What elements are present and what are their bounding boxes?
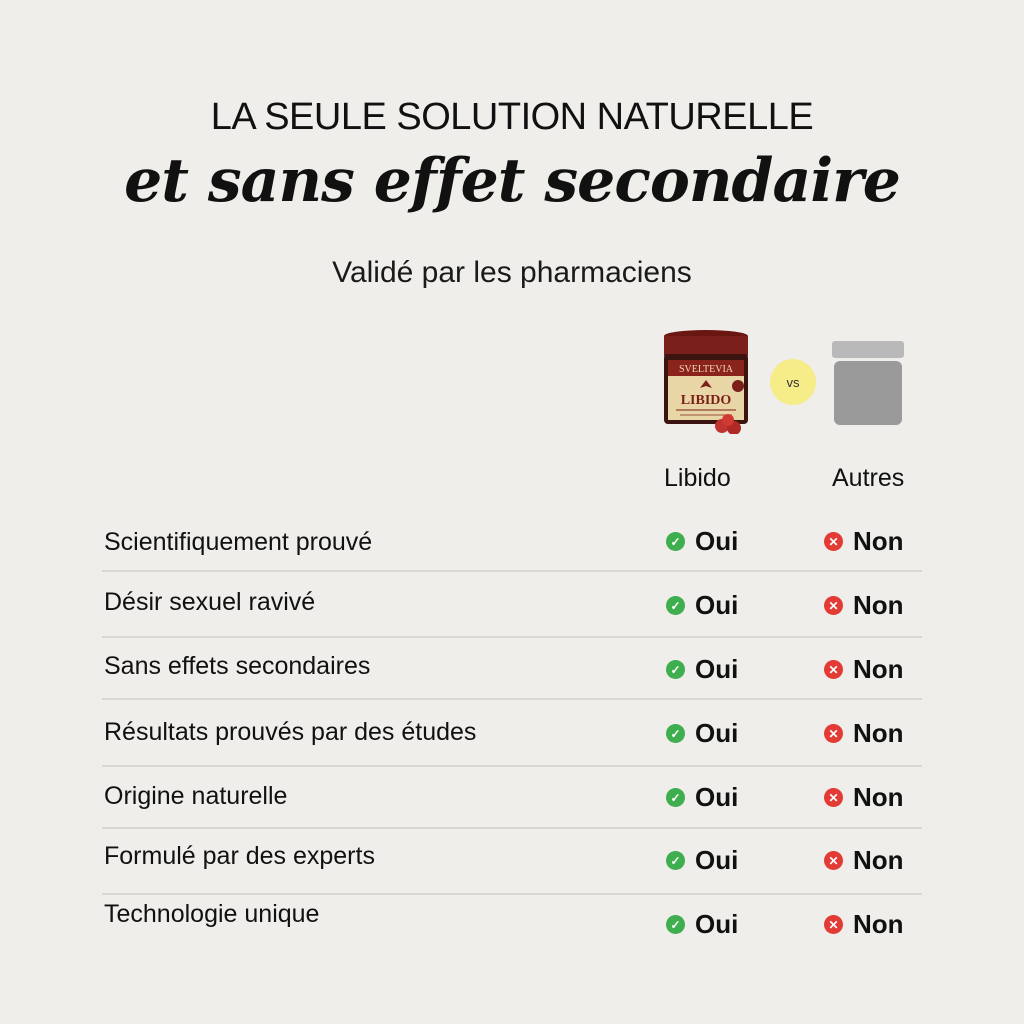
row-divider xyxy=(102,827,922,829)
row-label: Scientifiquement prouvé xyxy=(104,528,373,556)
row-divider xyxy=(102,698,922,700)
row-divider xyxy=(102,765,922,767)
no-cell xyxy=(824,909,904,940)
row-label: Technologie unique xyxy=(104,900,320,928)
row-label: Résultats prouvés par des études xyxy=(104,718,477,746)
headline: LA SEULE SOLUTION NATURELLE xyxy=(210,96,814,138)
generic-jar-image xyxy=(832,341,904,425)
no-label: Non xyxy=(853,526,904,556)
no-cell xyxy=(824,526,904,557)
vs-badge: vs xyxy=(770,359,816,405)
yes-cell xyxy=(666,526,738,557)
row-label: Formulé par des experts xyxy=(104,842,375,870)
row-label: Désir sexuel ravivé xyxy=(104,588,316,616)
cross-icon: ✕ xyxy=(824,788,843,807)
cross-icon: ✕ xyxy=(824,724,843,743)
yes-label: Oui xyxy=(695,845,739,875)
row-label: Origine naturelle xyxy=(104,782,288,810)
yes-label: Oui xyxy=(695,782,739,812)
row-divider xyxy=(102,570,922,572)
check-icon: ✓ xyxy=(666,596,685,615)
product-brand-text: SVELTEVIA xyxy=(678,364,734,375)
yes-cell xyxy=(666,590,738,621)
row-divider xyxy=(102,893,922,895)
no-cell xyxy=(824,718,904,749)
product-name-text: LIBIDO xyxy=(680,393,732,408)
check-icon: ✓ xyxy=(666,851,685,870)
yes-cell xyxy=(666,909,738,940)
row-divider xyxy=(102,636,922,638)
column-header-autres: Autres xyxy=(832,464,905,492)
row-label: Sans effets secondaires xyxy=(104,652,371,680)
no-cell xyxy=(824,654,904,685)
no-label: Non xyxy=(853,782,904,812)
yes-cell xyxy=(666,654,738,685)
yes-label: Oui xyxy=(695,526,739,556)
yes-label: Oui xyxy=(695,590,739,620)
no-label: Non xyxy=(853,590,904,620)
check-icon: ✓ xyxy=(666,724,685,743)
product-jar-image xyxy=(662,330,750,434)
no-label: Non xyxy=(853,718,904,748)
yes-label: Oui xyxy=(695,718,739,748)
yes-cell xyxy=(666,845,738,876)
yes-cell xyxy=(666,782,738,813)
yes-cell xyxy=(666,718,738,749)
column-header-libido: Libido xyxy=(664,464,731,492)
cross-icon: ✕ xyxy=(824,915,843,934)
no-label: Non xyxy=(853,845,904,875)
subtitle: Validé par les pharmaciens xyxy=(332,256,692,289)
check-icon: ✓ xyxy=(666,532,685,551)
headline-italic: et sans effet secondaire xyxy=(124,146,900,216)
cross-icon: ✕ xyxy=(824,532,843,551)
cross-icon: ✕ xyxy=(824,596,843,615)
no-cell xyxy=(824,782,904,813)
no-label: Non xyxy=(853,654,904,684)
check-icon: ✓ xyxy=(666,915,685,934)
generic-jar-lid xyxy=(832,341,904,358)
check-icon: ✓ xyxy=(666,788,685,807)
no-cell xyxy=(824,590,904,621)
no-cell xyxy=(824,845,904,876)
generic-jar-body xyxy=(834,361,902,425)
yes-label: Oui xyxy=(695,654,739,684)
cross-icon: ✕ xyxy=(824,660,843,679)
yes-label: Oui xyxy=(695,909,739,939)
check-icon: ✓ xyxy=(666,660,685,679)
no-label: Non xyxy=(853,909,904,939)
cross-icon: ✕ xyxy=(824,851,843,870)
